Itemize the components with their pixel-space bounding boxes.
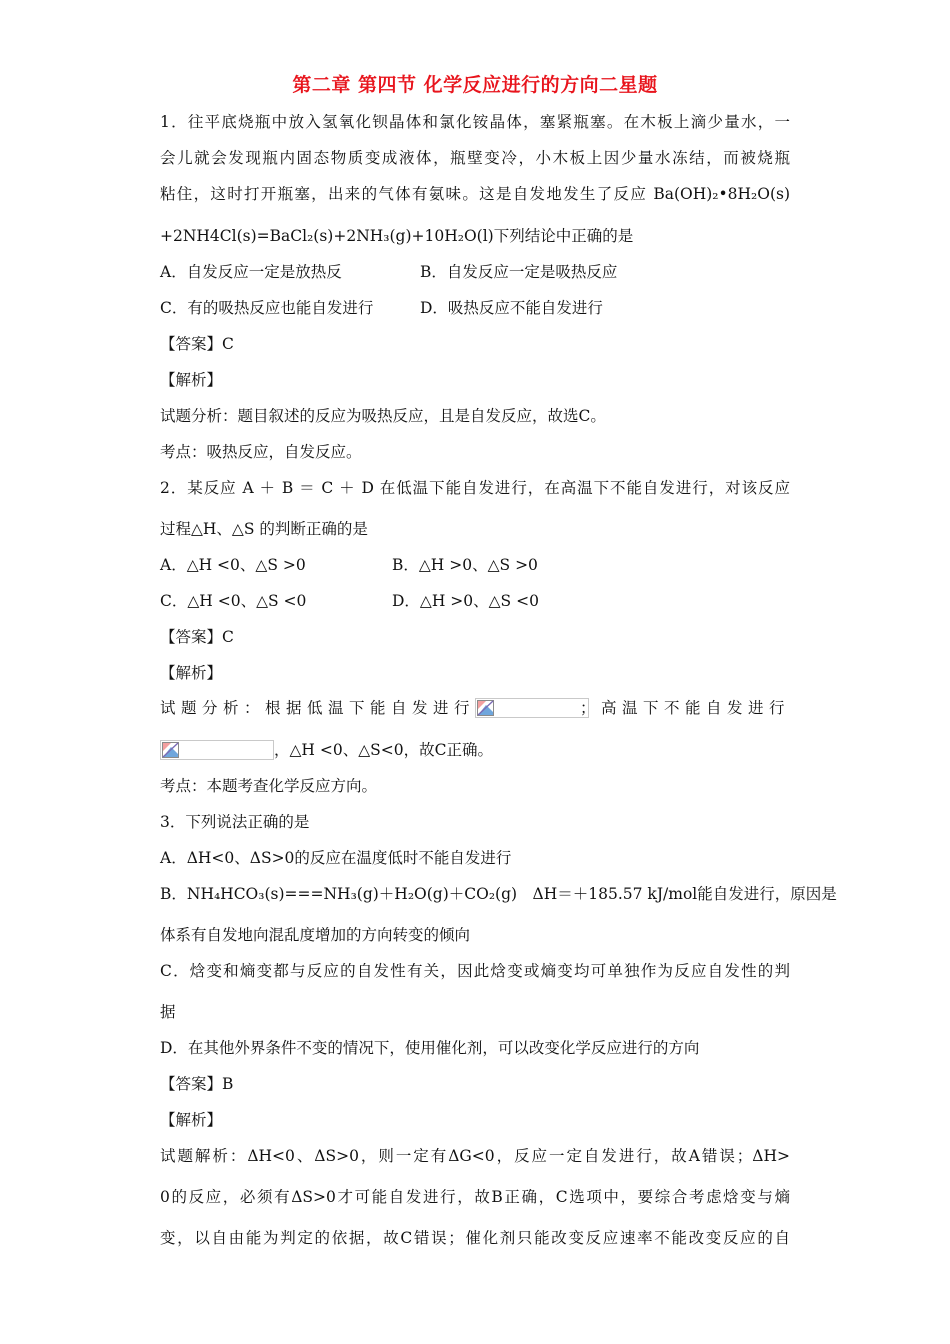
q1-option-a: A．自发反应一定是放热反 [160,263,342,281]
broken-image-icon [162,742,179,758]
q3-analysis-line1: 试题解析：ΔH<0、ΔS>0，则一定有ΔG<0，反应一定自发进行，故A错误；ΔH> [160,1147,790,1165]
q2-analysis-part3: ，△H <0、△S<0，故C正确。 [274,741,493,759]
q3-option-b-line1: B．NH₄HCO₃(s)===NH₃(g)＋H₂O(g)＋CO₂(g) ΔH＝＋185.57 kJ/mol能自发进行，原因是 [160,885,837,903]
q1-point: 考点：吸热反应，自发反应。 [160,443,362,461]
q2-point: 考点：本题考查化学反应方向。 [160,777,378,795]
q2-answer: 【答案】C [160,628,234,646]
q3-option-d: D．在其他外界条件不变的情况下，使用催化剂，可以改变化学反应进行的方向 [160,1039,700,1057]
q1-options-row1 [160,262,618,282]
q2-option-c: C．△H <0、△S <0 [160,592,307,610]
q1-option-c: C．有的吸热反应也能自发进行 [160,299,374,317]
q2-stem-line2: 过程△H、△S 的判断正确的是 [160,520,368,538]
q3-stem: 3．下列说法正确的是 [160,813,310,831]
page-title: 第二章 第四节 化学反应进行的方向二星题 [292,74,658,96]
q2-analysis-line1 [160,698,790,718]
q3-option-b-line2: 体系有自发地向混乱度增加的方向转变的倾向 [160,926,471,944]
q2-analysis-part1: 试题分析：根据低温下能自发进行 [160,699,476,717]
q1-options-row2 [160,298,603,318]
q2-option-d: D．△H >0、△S <0 [392,592,539,610]
formula-image-placeholder [160,740,274,760]
q2-analysis-part2: ；高温下不能自发进行 [579,699,790,717]
q3-option-c-line2: 据 [160,1003,176,1021]
q3-option-c-line1: C．焓变和熵变都与反应的自发性有关，因此焓变或熵变均可单独作为反应自发性的判 [160,962,790,980]
q2-option-b: B．△H >0、△S >0 [392,556,538,574]
q1-answer: 【答案】C [160,335,234,353]
q2-analysis-line2 [160,740,493,760]
q1-option-b: B．自发反应一定是吸热反应 [420,263,618,281]
q3-answer: 【答案】B [160,1075,234,1093]
q3-analysis-line2: 0的反应，必须有ΔS>0才可能自发进行，故B正确，C选项中，要综合考虑焓变与熵 [160,1188,790,1206]
formula-image-placeholder [475,698,589,718]
q2-analysis-heading: 【解析】 [160,664,223,682]
q1-stem-line3: 粘住，这时打开瓶塞，出来的气体有氨味。这是自发地发生了反应 Ba(OH)₂•8H₂O(s) [160,185,790,203]
q1-analysis: 试题分析：题目叙述的反应为吸热反应，且是自发反应，故选C。 [160,407,606,425]
q2-stem-line1: 2．某反应 A ＋ B ＝ C ＋ D 在低温下能自发进行，在高温下不能自发进行，对该反应 [160,479,790,497]
q1-stem-line4: +2NH4Cl(s)=BaCl₂(s)+2NH₃(g)+10H₂O(l)下列结论中正确的是 [160,227,634,245]
q3-option-a: A．ΔH<0、ΔS>0的反应在温度低时不能自发进行 [160,849,512,867]
q2-options-row2 [160,591,539,611]
q2-options-row1 [160,555,538,575]
q1-option-d: D．吸热反应不能自发进行 [420,299,603,317]
q3-analysis-line3: 变，以自由能为判定的依据，故C错误；催化剂只能改变反应速率不能改变反应的自 [160,1229,790,1247]
q2-option-a: A．△H <0、△S >0 [160,556,306,574]
q1-stem-line1: 1．往平底烧瓶中放入氢氧化钡晶体和氯化铵晶体，塞紧瓶塞。在木板上滴少量水，一 [160,113,790,131]
broken-image-icon [477,700,494,716]
q1-stem-line2: 会儿就会发现瓶内固态物质变成液体，瓶壁变冷，小木板上因少量水冻结，而被烧瓶 [160,149,790,167]
q1-analysis-heading: 【解析】 [160,371,223,389]
q3-analysis-heading: 【解析】 [160,1111,223,1129]
